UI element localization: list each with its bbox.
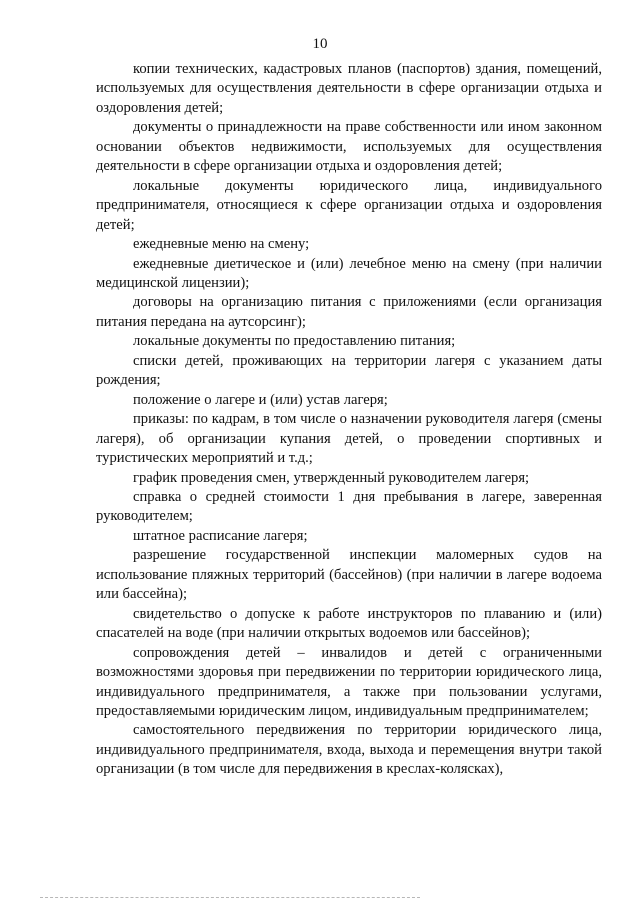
list-item: штатное расписание лагеря;	[133, 527, 308, 544]
list-item: локальные документы юридического лица, индивидуального предпринимателя, относящиеся к сфере организации отдыха и оздоровления детей;	[96, 177, 602, 233]
list-item: график проведения смен, утвержденный руководителем лагеря;	[133, 469, 530, 486]
list-item: справка о средней стоимости 1 дня пребывания в лагере, заверенная руководителем;	[96, 488, 602, 525]
list-item: самостоятельного передвижения по территории юридического лица, индивидуального предпринимателя, входа, выхода и перемещения внутри такой организации (в том числе для передвижения в креслах-колясках),	[96, 722, 602, 778]
list-item: ежедневные меню на смену;	[133, 236, 310, 253]
list-item: ежедневные диетическое и (или) лечебное меню на смену (при наличии медицинской лицензии);	[96, 255, 602, 291]
list-item: документы о принадлежности на праве собственности или ином законном основании объектов недвижимости, используемых для осуществления деятельности в сфере организации отдыха и оздоровления детей;	[96, 119, 602, 175]
scan-artifact-divider	[40, 897, 420, 898]
list-item: приказы: по кадрам, в том числе о назначении руководителя лагеря (смены лагеря), об организации купания детей, о проведении спортивных и туристических мероприятий и т.д.;	[96, 411, 602, 467]
list-item: списки детей, проживающих на территории лагеря с указанием даты рождения;	[96, 352, 602, 389]
list-item: договоры на организацию питания с приложениями (если организация питания передана на аутсорсинг);	[96, 294, 602, 330]
list-item: свидетельство о допуске к работе инструкторов по плаванию и (или) спасателей на воде (при наличии открытых водоемов или бассейнов);	[96, 605, 602, 642]
list-item: сопровождения детей – инвалидов и детей с ограниченными возможностями здоровья при передвижении по территории юридического лица, индивидуального предпринимателя, а также при пользовании услугами, предоставляемыми юридическим лицом, индивидуальным предпринимателем;	[96, 644, 602, 719]
list-item: положение о лагере и (или) устав лагеря;	[133, 391, 388, 408]
document-body	[96, 60, 602, 780]
list-item: копии технических, кадастровых планов (паспортов) здания, помещений, используемых для осуществления деятельности в сфере организации отдыха и оздоровления детей;	[96, 61, 602, 116]
list-item: разрешение государственной инспекции маломерных судов на использование пляжных территорий (бассейнов) (при наличии в лагере водоема или бассейна);	[96, 547, 602, 603]
page-number: 10	[312, 36, 328, 52]
list-item: локальные документы по предоставлению питания;	[133, 333, 456, 350]
